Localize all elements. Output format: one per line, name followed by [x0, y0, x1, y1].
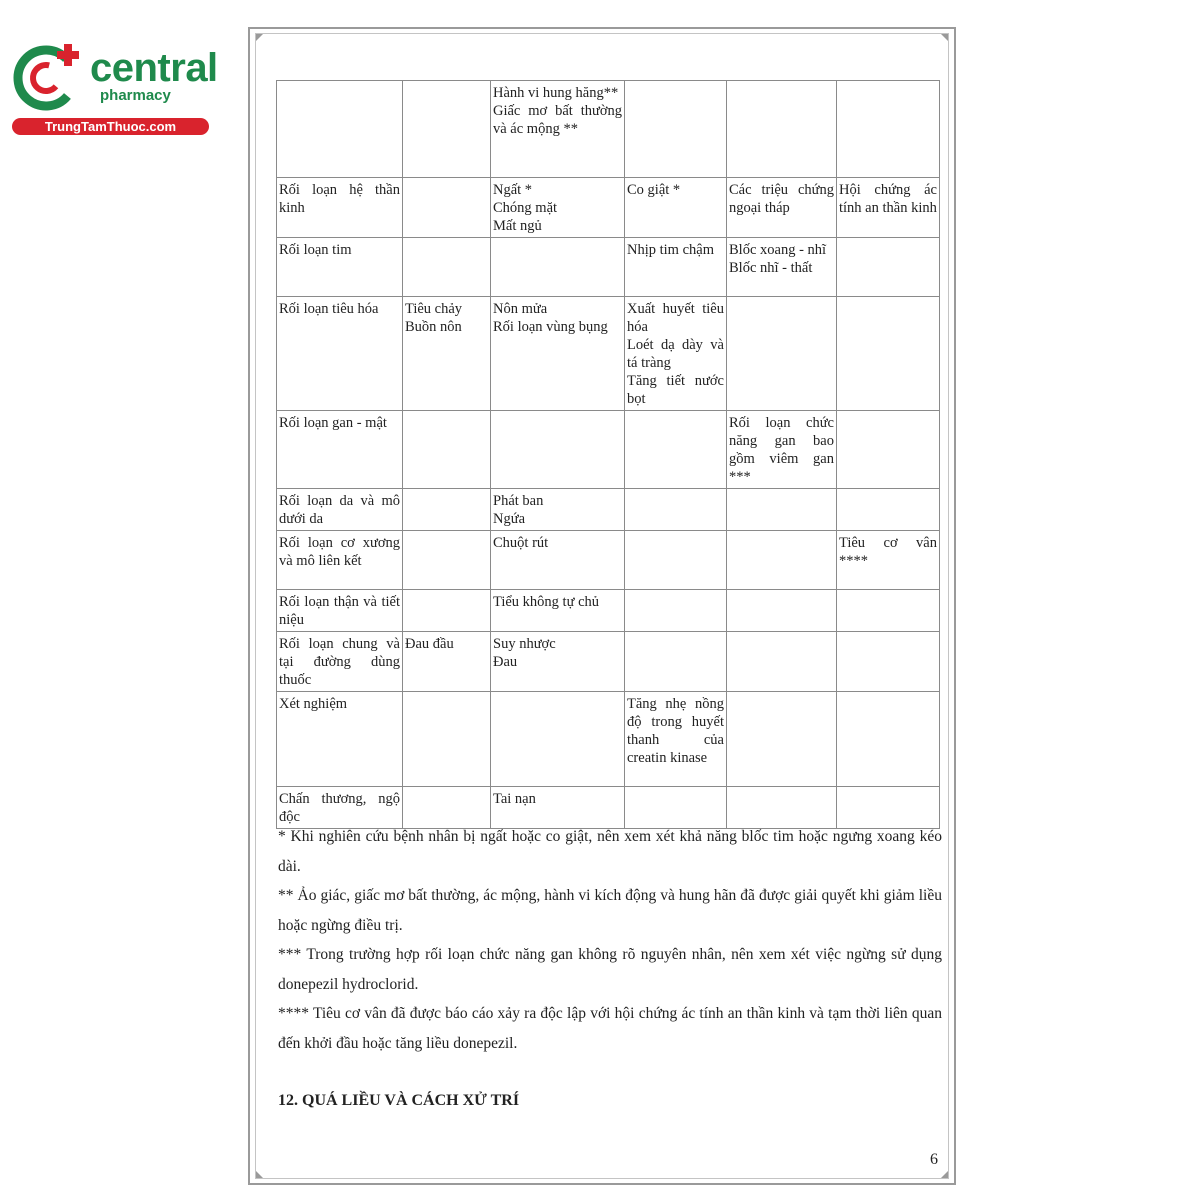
adverse-reactions-table — [276, 80, 940, 829]
cell-text: Rối loạn thận và tiết niệu — [279, 594, 400, 628]
cell-text: Đau — [493, 654, 518, 670]
central-pharmacy-logo — [10, 38, 218, 138]
table-cell — [491, 632, 625, 692]
table-cell — [491, 81, 625, 178]
cell-text: Nôn mửa — [493, 301, 548, 317]
table-cell — [727, 411, 837, 489]
table-cell — [491, 590, 625, 632]
table-cell — [277, 489, 403, 531]
table-cell — [403, 632, 491, 692]
cell-text: Buồn nôn — [405, 319, 462, 335]
cell-text: Chấn thương, ngộ độc — [279, 791, 400, 825]
table-cell — [491, 692, 625, 787]
footnotes — [278, 822, 942, 1058]
pharmacy-plus-icon — [10, 38, 90, 116]
cell-text: Tăng nhẹ nồng độ trong huyết thanh của creatin kinase — [627, 696, 724, 766]
cell-text: Rối loạn da và mô dưới da — [279, 493, 400, 527]
table-cell — [403, 489, 491, 531]
cell-text: Chuột rút — [493, 535, 549, 551]
table-cell — [491, 178, 625, 238]
section-title: 12. QUÁ LIỀU VÀ CÁCH XỬ TRÍ — [278, 1092, 520, 1109]
table-cell — [727, 632, 837, 692]
cell-text: Hành vi hung hăng** — [493, 85, 619, 101]
frame-corner-bottom-right — [941, 1171, 948, 1178]
footnote-2: ** Ảo giác, giấc mơ bất thường, ác mộng, hành vi kích động và hung hãn đã được giải quyết khi giảm liều hoặc ngừng điều trị. — [278, 887, 942, 934]
table-cell — [625, 81, 727, 178]
cell-text: Ngứa — [493, 511, 526, 527]
cell-text: Rối loạn chức năng gan bao gồm viêm gan *** — [729, 415, 834, 485]
table-cell — [491, 531, 625, 590]
cell-text: Suy nhược — [493, 636, 556, 652]
table-cell — [837, 81, 940, 178]
table-row — [277, 489, 940, 531]
cell-text: Nhịp tim chậm — [627, 242, 714, 258]
cell-text: Các triệu chứng ngoại tháp — [729, 182, 834, 216]
cell-text: Tiêu cơ vân **** — [839, 535, 937, 569]
cell-text: Giấc mơ bất thường và ác mộng ** — [493, 103, 622, 137]
table-cell — [625, 531, 727, 590]
cell-text: Rối loạn gan - mật — [279, 415, 387, 431]
frame-corner-bottom-left — [256, 1171, 263, 1178]
table-cell — [277, 411, 403, 489]
table-cell — [625, 632, 727, 692]
table-row — [277, 178, 940, 238]
table-cell — [491, 411, 625, 489]
table-row — [277, 531, 940, 590]
table-cell — [727, 297, 837, 411]
table-row — [277, 297, 940, 411]
table-cell — [837, 238, 940, 297]
table-cell — [625, 411, 727, 489]
table-cell — [837, 297, 940, 411]
cell-text: Xét nghiệm — [279, 696, 348, 712]
table-cell — [277, 178, 403, 238]
table-cell — [727, 238, 837, 297]
table-cell — [491, 297, 625, 411]
cell-text: Tiểu không tự chủ — [493, 594, 600, 610]
footnote-1: * Khi nghiên cứu bệnh nhân bị ngất hoặc co giật, nên xem xét khả năng blốc tim hoặc ngưng xoang kéo dài. — [278, 828, 942, 875]
table-row — [277, 692, 940, 787]
table-cell — [403, 178, 491, 238]
table-row — [277, 238, 940, 297]
cell-text: Tiêu chảy — [405, 301, 463, 317]
table-row — [277, 590, 940, 632]
table-cell — [837, 178, 940, 238]
table-cell — [837, 632, 940, 692]
cell-text: Rối loạn hệ thần kinh — [279, 182, 400, 216]
cell-text: Ngất * — [493, 182, 533, 198]
footnote-3: *** Trong trường hợp rối loạn chức năng gan không rõ nguyên nhân, nên xem xét việc ngừng sử dụng donepezil hydroclorid. — [278, 946, 942, 993]
frame-corner-top-left — [256, 34, 263, 41]
table-cell — [727, 489, 837, 531]
table-cell — [727, 178, 837, 238]
cell-text: Loét dạ dày và tá tràng — [627, 337, 724, 371]
table-row — [277, 411, 940, 489]
table-cell — [837, 692, 940, 787]
table-cell — [837, 411, 940, 489]
cell-text: Rối loạn tim — [279, 242, 352, 258]
table-cell — [403, 81, 491, 178]
page-number: 6 — [930, 1151, 938, 1168]
table-row — [277, 81, 940, 178]
table-cell — [625, 489, 727, 531]
cell-text: Tai nạn — [493, 791, 536, 807]
table-cell — [837, 590, 940, 632]
table-cell — [727, 692, 837, 787]
table-cell — [837, 489, 940, 531]
logo-brand: central — [90, 46, 218, 90]
table-cell — [625, 297, 727, 411]
cell-text: Blốc xoang - nhĩ — [729, 242, 827, 258]
cell-text: Tăng tiết nước bọt — [627, 373, 724, 407]
cell-text: Phát ban — [493, 493, 544, 509]
table-cell — [625, 590, 727, 632]
cell-text: Rối loạn tiêu hóa — [279, 301, 379, 317]
logo-subtitle: pharmacy — [100, 87, 171, 104]
table-cell — [277, 632, 403, 692]
cell-text: Mất ngủ — [493, 218, 542, 234]
cell-text: Xuất huyết tiêu hóa — [627, 301, 724, 335]
logo-url-badge: TrungTamThuoc.com — [12, 118, 209, 135]
table-cell — [403, 238, 491, 297]
table-cell — [837, 531, 940, 590]
table-cell — [277, 297, 403, 411]
table-cell — [403, 411, 491, 489]
table-cell — [727, 81, 837, 178]
table-cell — [277, 531, 403, 590]
cell-text: Blốc nhĩ - thất — [729, 260, 813, 276]
table-cell — [403, 297, 491, 411]
frame-corner-top-right — [941, 34, 948, 41]
table-cell — [625, 238, 727, 297]
table-cell — [491, 489, 625, 531]
cell-text: Đau đầu — [405, 636, 454, 652]
table-cell — [277, 692, 403, 787]
cell-text: Rối loạn cơ xương và mô liên kết — [279, 535, 400, 569]
table-cell — [277, 590, 403, 632]
table-row — [277, 632, 940, 692]
cell-text: Chóng mặt — [493, 200, 558, 216]
cell-text: Rối loạn chung và tại đường dùng thuốc — [279, 636, 400, 688]
cell-text: Hội chứng ác tính an thần kinh — [839, 182, 937, 216]
table-cell — [403, 692, 491, 787]
table-cell — [727, 590, 837, 632]
table-cell — [277, 238, 403, 297]
table-cell — [727, 531, 837, 590]
table-cell — [625, 178, 727, 238]
cell-text: Co giật * — [627, 182, 681, 198]
table-cell — [403, 531, 491, 590]
footnote-4: **** Tiêu cơ vân đã được báo cáo xảy ra độc lập với hội chứng ác tính an thần kinh và tạm thời liên quan đến khởi đầu hoặc tăng liều donepezil. — [278, 1005, 942, 1052]
table-cell — [277, 81, 403, 178]
table-cell — [403, 590, 491, 632]
table-cell — [625, 692, 727, 787]
cell-text: Rối loạn vùng bụng — [493, 319, 608, 335]
table-cell — [491, 238, 625, 297]
